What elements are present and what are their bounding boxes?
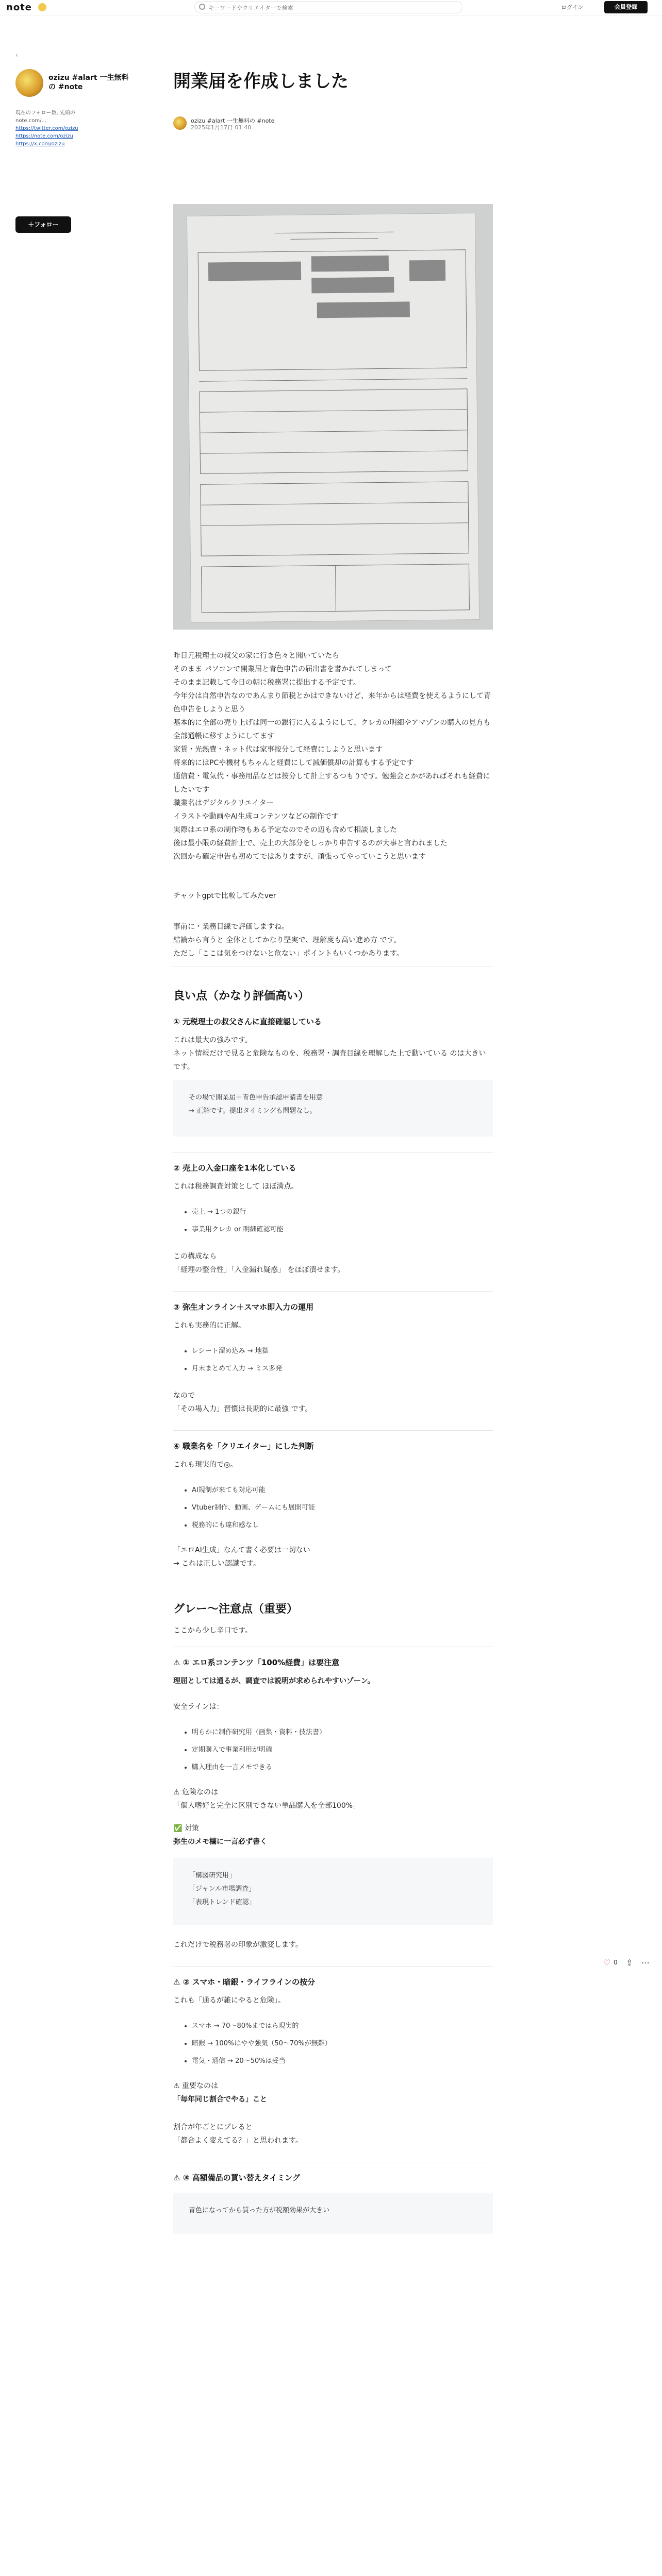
author-avatar[interactable] (15, 69, 43, 97)
warning-1-footer: これだけで税務署の印象が激変します。 (173, 1941, 303, 1949)
list-item: • 税務的にも違和感なし (192, 1517, 493, 1534)
divider (173, 1291, 493, 1292)
point-3-list (184, 1343, 493, 1378)
point-4-title: ④ 職業名を「クリエイター」にした判断 (173, 1442, 314, 1451)
warning-3-title: ⚠ ③ 高額備品の買い替えタイミング (173, 2173, 300, 2182)
point-2-body: これは税務調査対策として ほぼ満点。 (173, 1182, 299, 1191)
warning-1-risk: 「個人嗜好と完全に区別できない単品購入を全部100%」 (173, 1802, 360, 1810)
author-link-x[interactable]: https://x.com/ozizu (15, 141, 65, 147)
point-3-footer: なので 「その場入力」習慣は長期的に最強 です。 (173, 1392, 312, 1413)
like-count: 0 (614, 1959, 618, 1966)
warning-2-body: これも「通るが雑にやると危険」。 (173, 1996, 285, 2005)
article-meta (173, 116, 431, 130)
meta-author-name[interactable]: ozizu #alart 一生無料の #note (191, 117, 275, 124)
follow-button[interactable]: ＋フォロー (15, 216, 71, 233)
divider (173, 1152, 493, 1153)
back-chevron-icon[interactable]: ‹ (15, 52, 18, 59)
login-link[interactable]: ログイン (561, 4, 584, 11)
article-intro: 昨日元税理士の叔父の家に行き色々と聞いていたら そのまま パソコンで開業届と青色申告の届出書を書かれてしまって そのまま記載して今日の朝に税務署に提出する予定です。 今年分は自然申告なのであんまり節税とかはできないけど、来年からは経費を使えるようにして青色申告をしようと思う 基本的に全部の売り上げは同一の銀行に入るようにして、クレカの明細やアマゾンの購入の見方も全部通帳に移すようにしてます 家賃・光熱費・ネット代は家事按分して経費にしようと思います 将来的にはPCや機材もちゃんと経費にして減価償却の計算もする予定です 通信費・電気代・事務用品などは按分して計上するつもりです。勉強会とかがあればそれも経費にしたいです 職業名はデジタルクリエイター イラストや動画やAI生成コンテンツなどの制作です 実際はエロ系の制作物もある予定なのでその辺も含めて相談しました 後は最小限の経費計上で、売上の大部分をしっかり申告するのが大事と言われました 次回から確定申告も初めてではありますが、頑張ってやっていこうと思います (173, 652, 491, 861)
search-input[interactable] (208, 3, 456, 12)
register-button[interactable]: 会員登録 (604, 1, 648, 13)
floating-actions (603, 1958, 655, 1970)
point-4-footer: 「エロAI生成」なんて書く必要は一切ない → これは正しい認識です。 (173, 1546, 310, 1568)
list-item: • レシート溜め込み → 地獄 (192, 1343, 493, 1360)
warning-3-quote: 青色になってから買った方が税額効果が大きい (173, 2193, 493, 2234)
author-description-text: 現在のフォロー数, 先頭の note.com/… (15, 110, 75, 124)
warning-1-risk-label: ⚠ 危険なのは (173, 1788, 219, 1797)
warning-1-quote: 「構図研究用」 「ジャンル市場調査」 「表現トレンド確認」 (173, 1858, 493, 1925)
point-3-title: ③ 弥生オンライン＋スマホ即入力の運用 (173, 1302, 314, 1312)
section-good-points: 良い点（かなり評価高い） (173, 990, 310, 1003)
list-item: • 定期購入で事業利用が明確 (192, 1741, 493, 1759)
more-icon[interactable]: ⋯ (641, 1958, 650, 1968)
warning-1-body: 安全ラインは： (173, 1703, 224, 1711)
article (173, 70, 493, 2214)
warning-2-important: 「毎年同じ割合でやる」こと (173, 2095, 267, 2104)
author-description (15, 109, 103, 148)
list-item: • 購入理由を一言メモできる (192, 1759, 493, 1776)
chatgpt-note: チャットgptで比較してみたver (173, 892, 276, 900)
warning-2-list (184, 2018, 493, 2070)
point-1-quote: その場で開業届＋青色申告承認申請書を用意 → 正解です。提出タイミングも問題なし。 (173, 1080, 493, 1137)
point-4-body: これも現実的で◎。 (173, 1461, 238, 1469)
search-box[interactable] (194, 1, 462, 13)
evaluation-intro: 事前に・業務目線で評価しますね。 結論から言うと 全体としてかなり堅実で、理解度も高い進め方 です。 ただし「ここは気をつけないと危ない」ポイントもいくつかあります。 (173, 923, 404, 958)
divider (173, 1966, 493, 1967)
point-2-footer: この構成なら 「経理の整合性」「入金漏れ疑惑」 をほぼ潰せます。 (173, 1252, 345, 1274)
divider (173, 1430, 493, 1431)
search-icon (199, 4, 205, 10)
warning-1-title: ⚠ ① エロ系コンテンツ「100%経費」は要注意 (173, 1658, 340, 1667)
warning-2-title: ⚠ ② スマホ・暗銀・ライフラインの按分 (173, 1977, 315, 1987)
list-item: • 電気・通信 → 20〜50%は妥当 (192, 2053, 493, 2070)
warning-1-solution: 弥生のメモ欄に一言必ず書く (173, 1838, 267, 1846)
warning-2-important-label: ⚠ 重要なのは (173, 2082, 219, 2090)
point-2-list (184, 1204, 493, 1239)
warning-1-list (184, 1724, 493, 1776)
meta-avatar[interactable] (173, 116, 187, 130)
point-2-title: ② 売上の入金口座を1本化している (173, 1163, 296, 1173)
list-item: • Vtuber制作、動画、ゲームにも展開可能 (192, 1499, 493, 1517)
section-2-intro: ここから少し辛口です。 (173, 1626, 252, 1635)
list-item: • AI規制が来ても対応可能 (192, 1482, 493, 1499)
list-item: • 明らかに制作研究用（画集・資料・技法書） (192, 1724, 493, 1741)
point-1-body: これは最大の強みです。 ネット情報だけで見ると危険なものを、税務署・調査目線を理解した上で動いている のは大きいです。 (173, 1036, 486, 1071)
warning-1-lead: 理屈としては通るが、調査では説明が求められやすいゾーン。 (173, 1677, 375, 1685)
heart-icon[interactable]: ♡ (603, 1958, 611, 1968)
note-logo[interactable]: note (6, 2, 32, 13)
list-item: • 事業用クレカ or 明細確認可能 (192, 1221, 493, 1239)
warning-1-solution-label: ✅ 対策 (173, 1824, 199, 1833)
share-icon[interactable]: ⇪ (626, 1958, 633, 1968)
point-1-title: ① 元税理士の叔父さんに直接確認している (173, 1017, 322, 1026)
list-item: • スマホ → 70〜80%まではら現実的 (192, 2018, 493, 2035)
list-item: • 暗銀 → 100%はやや強気（50〜70%が無難） (192, 2035, 493, 2053)
author-name[interactable]: ozizu #alart 一生無料の #note (48, 74, 129, 91)
author-link-twitter[interactable]: https://twitter.com/ozizu (15, 126, 78, 131)
top-navigation-bar (0, 0, 662, 15)
business-start-form-image (187, 213, 479, 623)
list-item: • 売上 → 1つの銀行 (192, 1204, 493, 1221)
list-item: • 月末まとめて入力 → ミス多発 (192, 1360, 493, 1378)
article-photo (173, 204, 493, 630)
warning-2-footer: 割合が年ごとにブレると 「都合よく変えてる？」と思われます。 (173, 2123, 303, 2145)
point-3-body: これも実務的に正解。 (173, 1321, 245, 1330)
point-4-list (184, 1482, 493, 1534)
meta-date: 2025年1月17日 01:40 (191, 124, 252, 131)
article-title: 開業届を作成しました (173, 71, 349, 92)
author-link-note[interactable]: https://note.com/ozizu (15, 133, 74, 139)
section-caution-points: グレー〜注意点（重要） (173, 1603, 299, 1616)
logo-mascot-icon (38, 3, 46, 11)
